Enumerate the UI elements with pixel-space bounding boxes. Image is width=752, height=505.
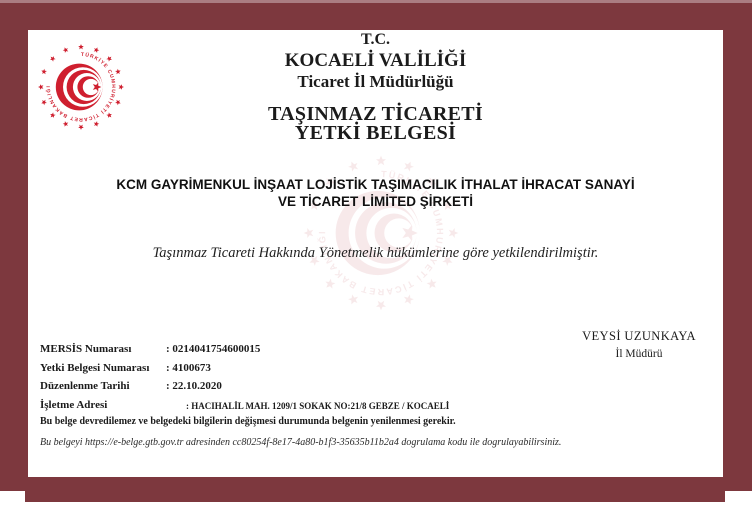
frame-top-highlight — [0, 0, 752, 3]
title-line2: YETKİ BELGESİ — [294, 122, 457, 144]
field-row-belge-no — [40, 362, 640, 381]
certificate-fields — [40, 343, 640, 417]
field-value: : HACIHALİL MAH. 1209/1 SOKAK NO:21/8 GEBZE / KOCAELİ — [186, 400, 450, 411]
certificate — [28, 30, 723, 477]
company-name-line2: VE TİCARET LİMİTED ŞİRKETİ — [277, 194, 473, 209]
frame-bottom-lip — [25, 477, 725, 502]
field-value: : 0214041754600015 — [166, 343, 261, 355]
non-transferable-notice: Bu belge devredilemez ve belgedeki bilgilerin değişmesi durumunda belgenin yenilenmesi gerekir. — [40, 416, 456, 427]
header-mudurluk: Ticaret İl Müdürlüğü — [297, 72, 454, 91]
company-name-line1: KCM GAYRİMENKUL İNŞAAT LOJİSTİK TAŞIMACILIK İTHALAT İHRACAT SANAYİ — [116, 177, 635, 192]
header-tc: T.C. — [360, 31, 391, 48]
field-row-adres — [40, 399, 640, 418]
field-label: İşletme Adresi — [40, 398, 108, 411]
company-name — [28, 176, 723, 210]
field-row-tarih — [40, 380, 640, 399]
field-label: Düzenlenme Tarihi — [40, 380, 130, 392]
signer-title: İl Müdürü — [615, 348, 663, 360]
certificate-header — [28, 32, 723, 90]
verification-instruction: Bu belgeyi https://e-belge.gtb.gov.tr adresinden cc80254f-8e17-4a80-b1f3-35635b11b2a4 dogrulama kodu ile dogrulayabilirsiniz. — [40, 437, 562, 448]
certificate-title — [28, 105, 723, 143]
authorization-statement: Taşınmaz Ticareti Hakkında Yönetmelik hükümlerine göre yetkilendirilmiştir. — [152, 245, 599, 261]
field-value: : 4100673 — [166, 361, 211, 374]
signer-name: VEYSİ UZUNKAYA — [582, 329, 696, 343]
field-label: Yetki Belgesi Numarası — [40, 361, 150, 374]
title-line1: TAŞINMAZ TİCARETİ — [268, 103, 483, 125]
field-row-mersis — [40, 343, 640, 362]
field-label: MERSİS Numarası — [40, 343, 132, 355]
field-value: : 22.10.2020 — [166, 380, 222, 392]
header-valilik: KOCAELİ VALİLİĞİ — [284, 50, 467, 71]
